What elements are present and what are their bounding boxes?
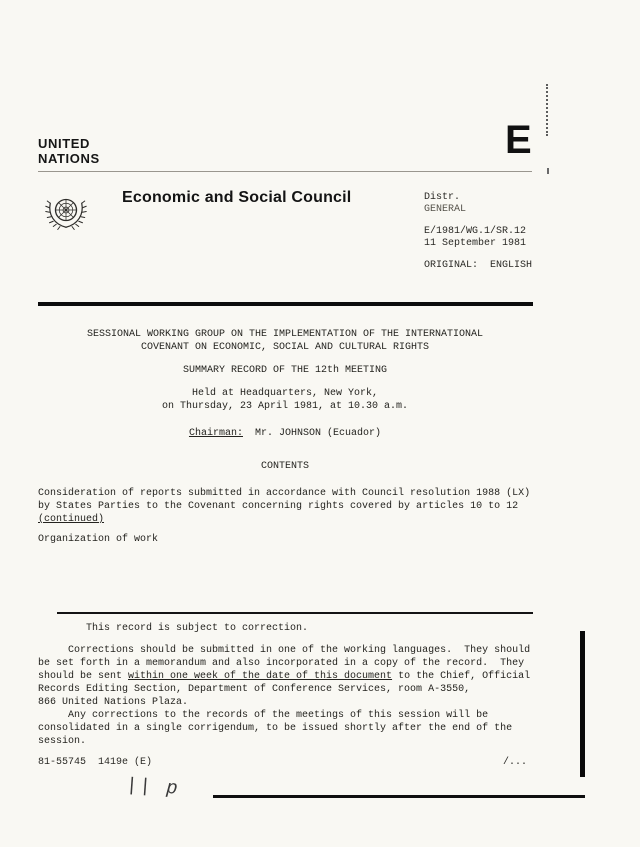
- correction-p1-line3: [38, 670, 558, 683]
- un-emblem-icon: [42, 190, 90, 242]
- distr-value: GENERAL: [424, 204, 467, 215]
- session-title-line1: SESSIONAL WORKING GROUP ON THE IMPLEMENTATION OF THE INTERNATIONAL: [86, 329, 484, 340]
- correction-p1-line5: 866 United Nations Plaza.: [38, 697, 189, 708]
- venue-line2: on Thursday, 23 April 1981, at 10.30 a.m.: [161, 401, 409, 412]
- distribution-block: [424, 192, 532, 272]
- chairman-line: [38, 427, 532, 440]
- correction-p1-line4: Records Editing Section, Department of Conference Services, room A-3550,: [38, 684, 471, 695]
- document-id: 81-55745 1419e (E): [38, 757, 153, 768]
- council-title: Economic and Social Council: [122, 189, 352, 206]
- venue-line1: Held at Headquarters, New York,: [191, 388, 379, 399]
- scan-artifact-bottom-line: [213, 795, 585, 798]
- correction-subject-note: This record is subject to correction.: [86, 623, 309, 634]
- contents-item-2: Organization of work: [38, 534, 159, 545]
- correction-p2-line3: session.: [38, 736, 87, 747]
- scan-artifact-dotted-line: [546, 84, 548, 136]
- header-rule: [38, 171, 532, 172]
- distr-label: Distr.: [424, 192, 461, 203]
- correction-paragraph-1: [38, 644, 558, 709]
- correction-p1-line1: Corrections should be submitted in one of the working languages. They should: [38, 645, 531, 656]
- doc-symbol: E/1981/WG.1/SR.12: [424, 226, 527, 237]
- chairman-label: Chairman:: [188, 428, 243, 439]
- series-letter: E: [505, 118, 532, 162]
- page-continuation-marker: /...: [503, 757, 528, 768]
- contents-heading: CONTENTS: [260, 461, 309, 472]
- united-nations-label: [38, 136, 100, 166]
- correction-p2-line2: consolidated in a single corrigendum, to be issued shortly after the end of the: [38, 723, 513, 734]
- scan-artifact-right-bar: [580, 631, 585, 777]
- spacer: [424, 216, 532, 226]
- correction-p2-line1: Any corrections to the records of the meetings of this session will be: [38, 710, 489, 721]
- correction-p1-line3-pre: should be sent: [38, 671, 129, 682]
- correction-p1-line2: be set forth in a memorandum and also incorporated in a copy of the record. They: [38, 658, 525, 669]
- thick-divider-rule: [38, 302, 533, 306]
- session-title-line2: COVENANT ON ECONOMIC, SOCIAL AND CULTURAL RIGHTS: [140, 342, 430, 353]
- contents-item-1-line2: by States Parties to the Covenant concerning rights covered by articles 10 to 12: [38, 501, 519, 512]
- contents-item-1-line1: Consideration of reports submitted in accordance with Council resolution 1988 (LX): [38, 488, 531, 499]
- spacer: [38, 440, 532, 460]
- record-title: SUMMARY RECORD OF THE 12th MEETING: [182, 365, 388, 376]
- spacer: [38, 377, 532, 387]
- title-block: [38, 328, 532, 473]
- correction-paragraph-2: [38, 709, 558, 748]
- contents-item-1: [38, 487, 548, 526]
- doc-date: 11 September 1981: [424, 238, 527, 249]
- handwritten-mark: || p: [125, 774, 181, 800]
- spacer: [38, 354, 532, 364]
- correction-p1-line3-deadline: within one week of the date of this document: [128, 671, 393, 682]
- correction-p1-line3-post: to the Chief, Official: [392, 671, 531, 682]
- spacer: [38, 413, 532, 427]
- chairman-name: Mr. JOHNSON (Ecuador): [242, 428, 382, 439]
- united-nations-line1: UNITED: [38, 136, 90, 151]
- contents-item-1-continued: (continued): [38, 514, 105, 525]
- original-language: ORIGINAL: ENGLISH: [424, 260, 533, 271]
- scan-artifact-dot: [547, 168, 549, 174]
- united-nations-line2: NATIONS: [38, 151, 100, 166]
- spacer: [424, 250, 532, 260]
- footer-rule: [57, 612, 533, 614]
